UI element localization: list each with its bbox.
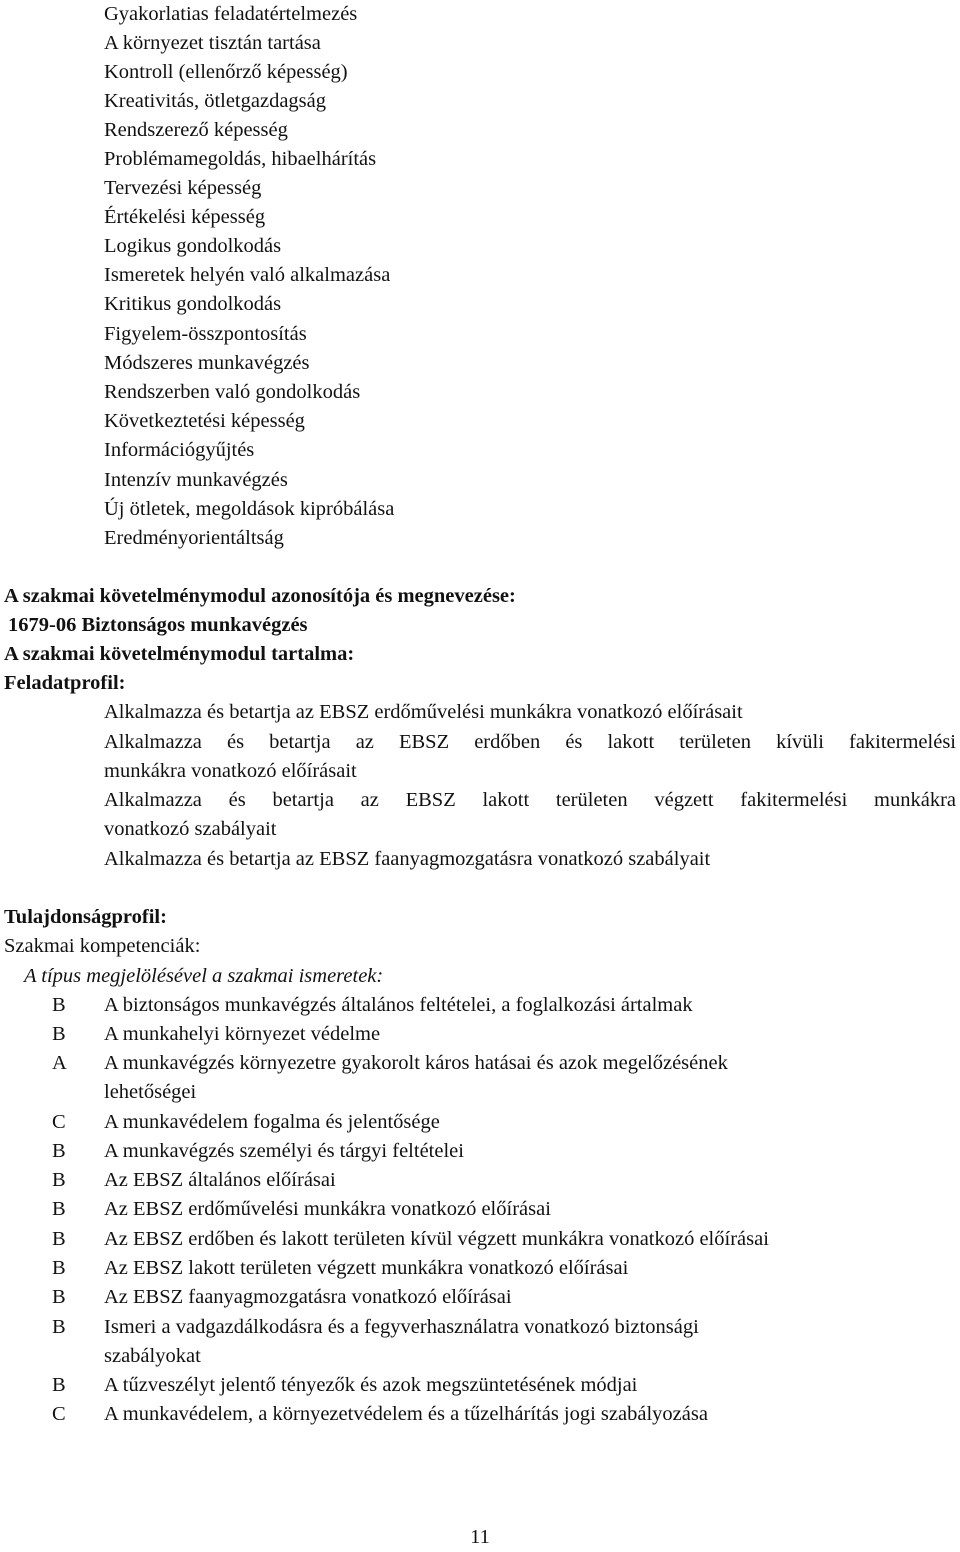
knowledge-item-continued: szabályokat [104,1345,201,1367]
property-profile-heading: Tulajdonságprofil: [4,906,167,928]
knowledge-type: B [52,1169,66,1191]
skill-item: Információgyűjtés [104,439,255,461]
knowledge-item: A biztonságos munkavégzés általános feltételei, a foglalkozási ártalmak [104,994,693,1016]
skill-item: Új ötletek, megoldások kipróbálása [104,498,395,520]
skill-item: Rendszerben való gondolkodás [104,381,361,403]
knowledge-item: Az EBSZ lakott területen végzett munkákra vonatkozó előírásai [104,1257,629,1279]
knowledge-type: B [52,1023,66,1045]
knowledge-item: A munkavédelem, a környezetvédelem és a tűzelhárítás jogi szabályozása [104,1403,708,1425]
skill-item: Értékelési képesség [104,206,266,228]
knowledge-type: C [52,1403,66,1425]
skill-item: Kreativitás, ötletgazdagság [104,90,326,112]
skill-item: Gyakorlatias feladatértelmezés [104,3,358,25]
knowledge-type: B [52,1257,66,1279]
knowledge-item: A munkavégzés személyi és tárgyi feltételei [104,1140,464,1162]
module-content-heading: A szakmai követelménymodul tartalma: [4,643,355,665]
task-profile-item-continued: munkákra vonatkozó előírásait [104,760,357,782]
skill-item: Tervezési képesség [104,177,262,199]
skill-item: Kritikus gondolkodás [104,293,282,315]
skill-item: Ismeretek helyén való alkalmazása [104,264,391,286]
knowledge-item: Az EBSZ erdőművelési munkákra vonatkozó előírásai [104,1198,551,1220]
skill-item: Logikus gondolkodás [104,235,282,257]
skill-item: Problémamegoldás, hibaelhárítás [104,148,377,170]
knowledge-type: B [52,1228,66,1250]
knowledge-item: A munkahelyi környezet védelme [104,1023,381,1045]
knowledge-type: C [52,1111,66,1133]
knowledge-type: B [52,1374,66,1396]
module-id-heading: A szakmai követelménymodul azonosítója és megnevezése: [4,585,516,607]
knowledge-item-continued: lehetőségei [104,1081,197,1103]
competencies-subheading: Szakmai kompetenciák: [4,935,201,957]
module-id-name: 1679-06 Biztonságos munkavégzés [8,614,308,636]
knowledge-type: B [52,1316,66,1338]
type-note: A típus megjelölésével a szakmai ismeretek: [24,965,384,987]
skill-item: Rendszerező képesség [104,119,288,141]
skill-item: Következtetési képesség [104,410,305,432]
knowledge-type: A [52,1052,67,1074]
knowledge-type: B [52,1286,66,1308]
knowledge-item: Ismeri a vadgazdálkodásra és a fegyverhasználatra vonatkozó biztonsági [104,1316,699,1338]
task-profile-item: Alkalmazza és betartja az EBSZ lakott területen végzett fakitermelési munkákra [104,789,956,811]
skill-item: Kontroll (ellenőrző képesség) [104,61,348,83]
page-number: 11 [470,1526,490,1548]
knowledge-type: B [52,994,66,1016]
knowledge-item: A munkavégzés környezetre gyakorolt káros hatásai és azok megelőzésének [104,1052,728,1074]
knowledge-type: B [52,1140,66,1162]
knowledge-item: A munkavédelem fogalma és jelentősége [104,1111,440,1133]
knowledge-type: B [52,1198,66,1220]
knowledge-item: Az EBSZ faanyagmozgatásra vonatkozó előírásai [104,1286,512,1308]
skill-item: Intenzív munkavégzés [104,469,288,491]
task-profile-item: Alkalmazza és betartja az EBSZ erdőben és lakott területen kívüli fakitermelési [104,731,956,753]
task-profile-item-continued: vonatkozó szabályait [104,818,277,840]
knowledge-item: Az EBSZ erdőben és lakott területen kívül végzett munkákra vonatkozó előírásai [104,1228,769,1250]
knowledge-item: Az EBSZ általános előírásai [104,1169,336,1191]
skill-item: Figyelem-összpontosítás [104,323,307,345]
task-profile-item: Alkalmazza és betartja az EBSZ erdőművelési munkákra vonatkozó előírásait [104,701,743,723]
skill-item: Eredményorientáltság [104,527,284,549]
task-profile-heading: Feladatprofil: [4,672,126,694]
skill-item: Módszeres munkavégzés [104,352,310,374]
task-profile-item: Alkalmazza és betartja az EBSZ faanyagmozgatásra vonatkozó szabályait [104,848,711,870]
knowledge-item: A tűzveszélyt jelentő tényezők és azok megszüntetésének módjai [104,1374,638,1396]
skill-item: A környezet tisztán tartása [104,32,321,54]
